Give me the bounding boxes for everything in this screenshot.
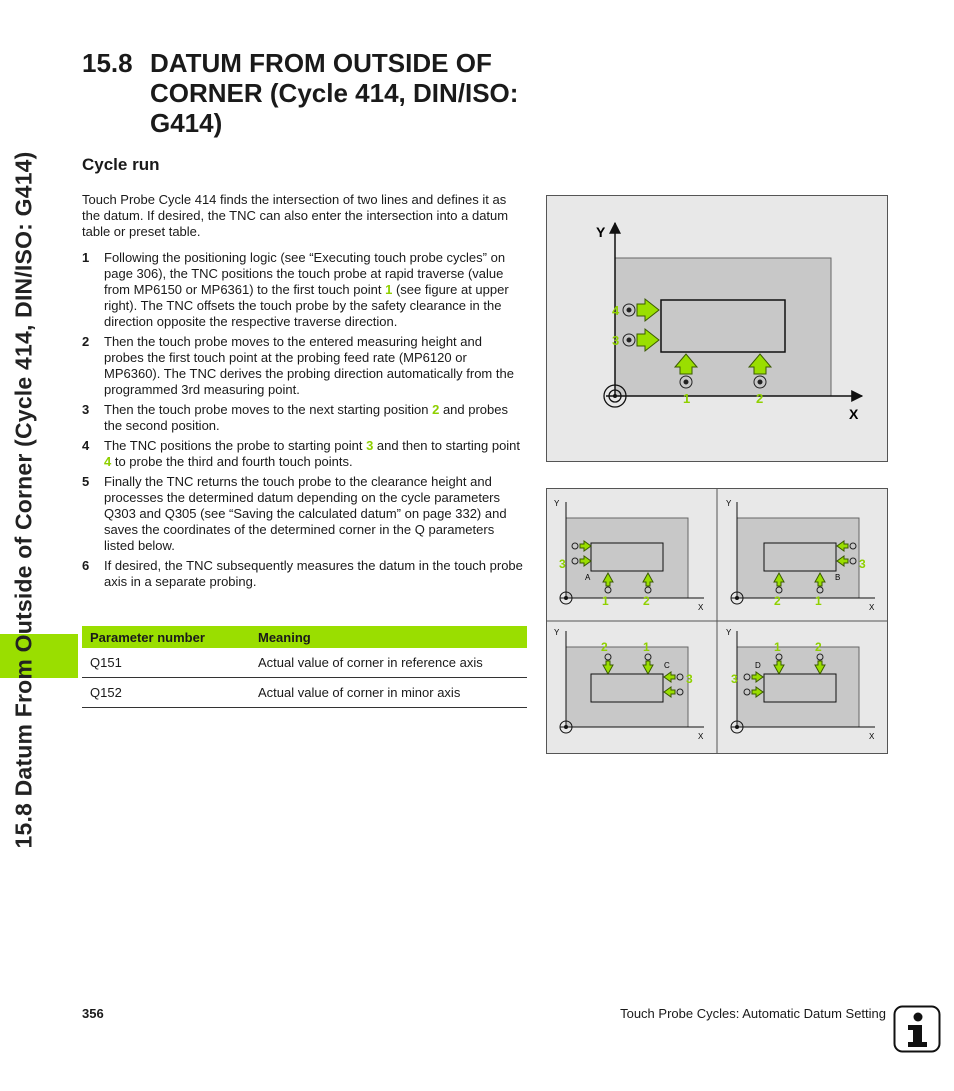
subheading: Cycle run <box>82 155 160 174</box>
intro-paragraph: Touch Probe Cycle 414 finds the intersection of two lines and defines it as the datum. If desired, the TNC can also enter the intersection into a datum table or preset table. <box>82 192 509 239</box>
svg-text:X: X <box>869 732 875 741</box>
svg-text:3: 3 <box>559 557 566 571</box>
step-item: 2 Then the touch probe moves to the entered measuring height and probes the first touch point at the probing feed rate (MP6120 or MP6360). The TNC derives the probing direction automatically from the programmed 3rd measuring point. <box>82 334 514 397</box>
parameter-table <box>82 626 527 708</box>
svg-text:D: D <box>755 661 761 670</box>
svg-text:A: A <box>585 573 591 582</box>
info-icon <box>893 1005 941 1053</box>
table-cell: Actual value of corner in minor axis <box>250 678 527 708</box>
svg-text:Y: Y <box>554 499 560 508</box>
svg-text:3: 3 <box>859 557 866 571</box>
steps-list <box>82 250 524 594</box>
footer-chapter: Touch Probe Cycles: Automatic Datum Setting <box>620 1006 886 1021</box>
svg-text:Y: Y <box>726 628 732 637</box>
svg-text:2: 2 <box>815 640 822 654</box>
step-item: 4 The TNC positions the probe to starting point 3 and then to starting point 4 to probe the third and fourth touch points. <box>82 438 521 469</box>
y-axis-label: Y <box>596 224 606 240</box>
svg-text:X: X <box>698 732 704 741</box>
svg-text:2: 2 <box>601 640 608 654</box>
svg-text:2: 2 <box>643 594 650 608</box>
x-axis-label: X <box>849 406 859 422</box>
section-title: DATUM FROM OUTSIDE OF CORNER (Cycle 414, DIN/ISO: G414) <box>150 48 519 138</box>
step-number: 1 <box>82 250 90 265</box>
column-header: Parameter number <box>82 626 250 648</box>
svg-text:X: X <box>698 603 704 612</box>
step-number: 5 <box>82 474 90 489</box>
table-row <box>82 648 527 678</box>
svg-text:1: 1 <box>643 640 650 654</box>
svg-text:2: 2 <box>774 594 781 608</box>
step-number: 6 <box>82 558 90 573</box>
side-title: 15.8 Datum From Outside of Corner (Cycle 414, DIN/ISO: G414) <box>10 151 37 849</box>
svg-text:3: 3 <box>731 672 738 686</box>
step-number: 2 <box>82 334 90 349</box>
step-item: 6 If desired, the TNC subsequently measures the datum in the touch probe axis in a separate probing. <box>82 558 523 589</box>
page-number: 356 <box>82 1006 104 1021</box>
table-row <box>82 678 527 708</box>
table-cell: Q152 <box>82 678 250 708</box>
section-number: 15.8 <box>82 48 133 78</box>
svg-text:Y: Y <box>726 499 732 508</box>
page-title <box>82 48 552 138</box>
step-item: 3 Then the touch probe moves to the next starting position 2 and probes the second position. <box>82 402 508 433</box>
column-header: Meaning <box>250 626 527 648</box>
step-item: 5 Finally the TNC returns the touch probe to the clearance height and processes the determined datum depending on the cycle parameters Q303 and Q305 (see “Saving the calculated datum” on page 332) and saves the coordinates of the determined corner in the Q parameters listed below. <box>82 474 507 553</box>
svg-text:1: 1 <box>602 594 609 608</box>
table-cell: Q151 <box>82 648 250 678</box>
table-header-row <box>82 626 527 648</box>
point-label: 4 <box>612 303 620 318</box>
svg-text:Y: Y <box>554 628 560 637</box>
svg-text:3: 3 <box>686 672 693 686</box>
corner-variants-figure <box>546 488 888 754</box>
step-number: 3 <box>82 402 90 417</box>
svg-text:X: X <box>869 603 875 612</box>
svg-text:B: B <box>835 573 841 582</box>
svg-text:1: 1 <box>815 594 822 608</box>
point-label: 1 <box>683 391 691 406</box>
point-label: 3 <box>612 333 620 348</box>
step-number: 4 <box>82 438 90 453</box>
svg-text:1: 1 <box>774 640 781 654</box>
table-cell: Actual value of corner in reference axis <box>250 648 527 678</box>
main-figure <box>546 195 888 462</box>
svg-text:C: C <box>664 661 670 670</box>
point-label: 2 <box>756 391 764 406</box>
step-item: 1 Following the positioning logic (see “Executing touch probe cycles” on page 306), the TNC positions the touch probe at rapid traverse (value from MP6150 or MP6361) to the first touch point 1 (see figure at upper right). The TNC offsets the touch probe by the safety clearance in the direction opposite the respective traverse direction. <box>82 250 509 329</box>
